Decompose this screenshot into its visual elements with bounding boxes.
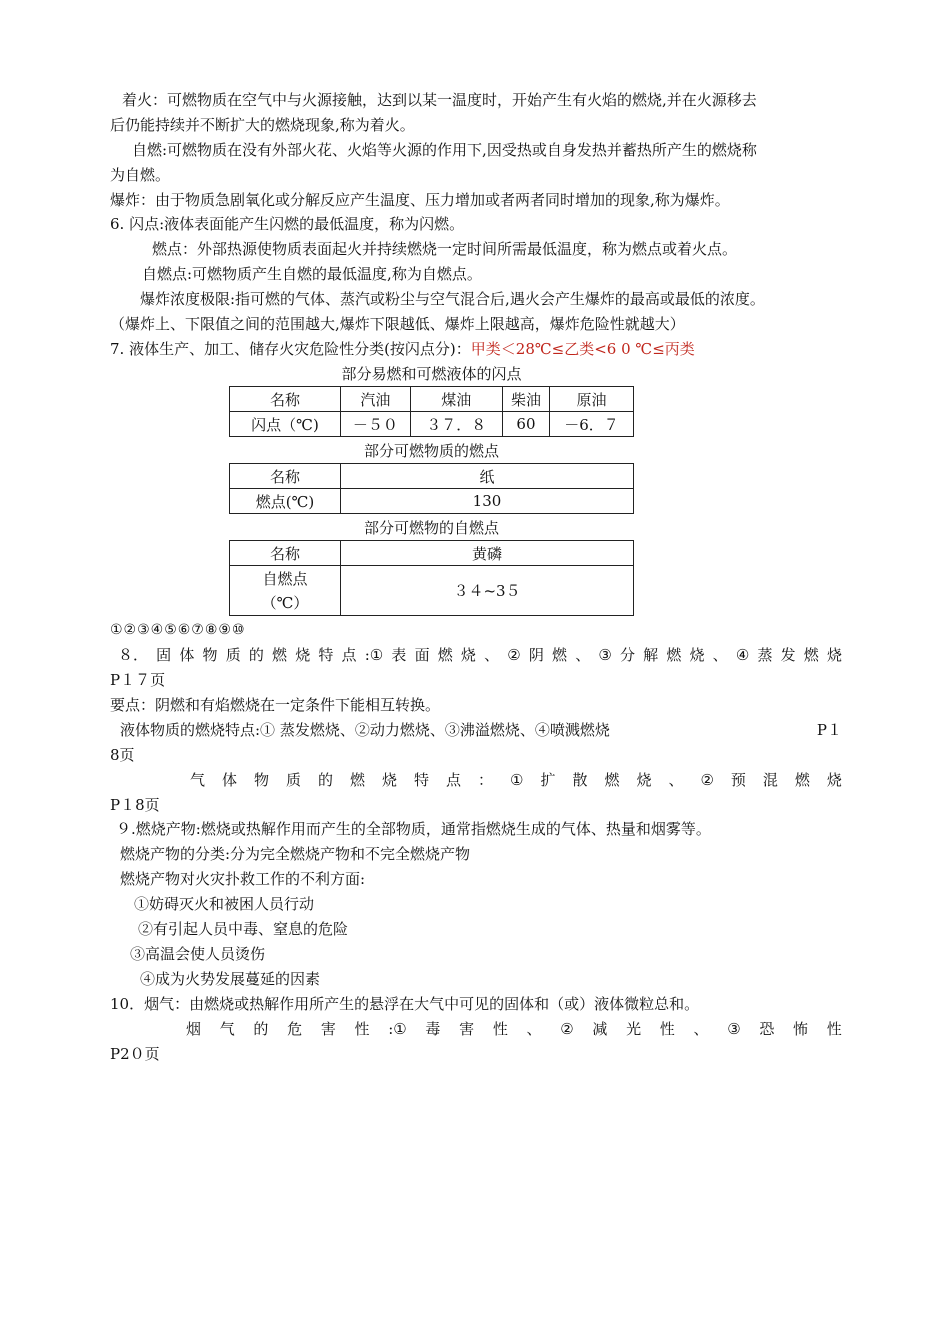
para-explosion-limit: 爆炸浓度极限:指可燃的气体、蒸汽或粉尘与空气混合后,遇火会产生爆炸的最高或最低的浓度。 <box>140 290 765 308</box>
item-10-hazard-char: 害 <box>459 1020 475 1038</box>
ignition-point-table <box>229 463 634 514</box>
item-10-hazard-char: ③ <box>727 1020 741 1038</box>
item-8-gas-char: 混 <box>762 771 778 789</box>
item-6-flash-point: 6. 闪点:液体表面能产生闪燃的最低温度，称为闪燃。 <box>110 215 465 233</box>
liquid-text: 液体物质的燃烧特点:① 蒸发燃烧、②动力燃烧、③沸溢燃烧、④喷溅燃烧 <box>120 721 610 739</box>
table-cell: ３７．８ <box>410 412 502 437</box>
item-8-solid-char: 烧 <box>460 646 476 664</box>
item-8-gas-char: 燃 <box>350 771 366 789</box>
item-8-solid-char: 面 <box>414 646 430 664</box>
item-8-solid-char: 蒸 <box>757 646 773 664</box>
item-8-solid <box>118 645 842 665</box>
item-8-gas-char: 烧 <box>636 771 652 789</box>
item-8-solid-char: 发 <box>780 646 796 664</box>
item-8-gas <box>190 770 842 790</box>
table-row <box>230 541 634 566</box>
item-9-classes: 燃烧产物的分类:分为完全燃烧产物和不完全燃烧产物 <box>120 845 471 863</box>
table-cell <box>230 566 341 616</box>
item-10-hazard-char: 恐 <box>759 1020 775 1038</box>
table-cell: 柴油 <box>502 387 549 412</box>
item-8-solid-char: 点 <box>341 646 357 664</box>
item-8-gas-char: 燃 <box>604 771 620 789</box>
item-10-hazard-char: 性 <box>659 1020 675 1038</box>
para-ziran-2: 为自燃。 <box>110 166 171 184</box>
item-10-hazard-char: 性 <box>826 1020 842 1038</box>
table-cell: 60 <box>502 412 549 437</box>
item-8-liquid-page-b: 8页 <box>110 746 135 764</box>
item-8-solid-char: 烧 <box>295 646 311 664</box>
item-10-hazard-char: 烟 <box>186 1020 202 1038</box>
table-row <box>230 566 634 616</box>
item-10-hazard-char: 光 <box>626 1020 642 1038</box>
item-8-gas-char: 质 <box>286 771 302 789</box>
item-8-gas-char: ： <box>478 771 494 789</box>
table-cell: 汽油 <box>341 387 411 412</box>
autoignition-table-caption: 部分可燃物的自燃点 <box>363 519 499 537</box>
item-10-hazard-char: 性 <box>354 1020 370 1038</box>
table-cell: 纸 <box>341 464 634 489</box>
table-cell: ３４~3５ <box>341 566 634 616</box>
item-8-gas-char: 的 <box>318 771 334 789</box>
item-7-classes: 甲类＜28℃≤乙类<6 0 ℃≤丙类 <box>470 340 695 358</box>
item-8-solid-char: 燃 <box>666 646 682 664</box>
table-cell: 黄磷 <box>341 541 634 566</box>
item-8-solid-char: 解 <box>643 646 659 664</box>
autoignition-label-line2: （℃） <box>261 593 309 612</box>
item-8-solid-char: 烧 <box>826 646 842 664</box>
ignition-table-caption: 部分可燃物质的燃点 <box>363 442 499 460</box>
item-9-harm-title: 燃烧产物对火灾扑救工作的不利方面: <box>120 870 366 888</box>
item-8-solid-char: 、 <box>575 646 591 664</box>
item-8-gas-char: 点 <box>446 771 462 789</box>
table-row <box>230 489 634 514</box>
item-8-gas-char: 体 <box>222 771 238 789</box>
table-cell: 名称 <box>230 387 341 412</box>
para-zhuohuo-1: 着火：可燃物质在空气中与火源接触，达到以某一温度时，开始产生有火焰的燃烧,并在火源移去 <box>122 91 757 109</box>
para-explosion-note: （爆炸上、下限值之间的范围越大,爆炸下限越低、爆炸上限越高，爆炸危险性就越大） <box>110 315 685 333</box>
item-8-solid-char: 表 <box>391 646 407 664</box>
item-8-gas-char: ② <box>700 771 714 789</box>
item-10-hazard-char: 、 <box>693 1020 709 1038</box>
item-8-solid-char: 固 <box>156 646 172 664</box>
item-8-solid-char: 烧 <box>689 646 705 664</box>
item-8-solid-char: ③ <box>598 646 612 664</box>
table-cell: 煤油 <box>410 387 502 412</box>
item-8-gas-char: 扩 <box>540 771 556 789</box>
item-8-gas-char: 、 <box>668 771 684 789</box>
table-cell: 闪点（℃) <box>230 412 341 437</box>
flash-table-caption: 部分易燃和可燃液体的闪点 <box>341 365 522 383</box>
circled-numbers: ①②③④⑤⑥⑦⑧⑨⑩ <box>110 622 246 638</box>
table-cell: －6．７ <box>549 412 633 437</box>
table-cell: 名称 <box>230 541 341 566</box>
item-8-gas-char: 特 <box>414 771 430 789</box>
item-7-text: 7. 液体生产、加工、储存火灾危险性分类(按闪点分)： <box>110 340 471 358</box>
item-9-harm-2: ②有引起人员中毒、窒息的危险 <box>138 920 349 938</box>
item-10-hazard-char: 气 <box>219 1020 235 1038</box>
item-8-solid-char: 的 <box>248 646 264 664</box>
item-8-solid-char: 体 <box>179 646 195 664</box>
item-10-hazard-char: ② <box>560 1020 574 1038</box>
item-10-hazards <box>186 1019 842 1039</box>
item-8-gas-char: 气 <box>190 771 206 789</box>
item-8-solid-char: 燃 <box>803 646 819 664</box>
para-randian: 燃点：外部热源使物质表面起火并持续燃烧一定时间所需最低温度，称为燃点或着火点。 <box>152 240 738 258</box>
item-8-solid-char: 阴 <box>528 646 544 664</box>
table-row <box>230 412 634 437</box>
item-10-hazard-char: 害 <box>320 1020 336 1038</box>
item-7 <box>110 339 842 359</box>
item-8-key-point: 要点：阴燃和有焰燃烧在一定条件下能相互转换。 <box>110 696 441 714</box>
item-10-page: P2０页 <box>110 1045 160 1063</box>
item-8-gas-char: 散 <box>572 771 588 789</box>
item-8-solid-char: 燃 <box>437 646 453 664</box>
item-8-solid-char: ② <box>507 646 521 664</box>
item-10-hazard-char: 危 <box>287 1020 303 1038</box>
item-8-solid-char: ８． <box>118 646 149 664</box>
table-row <box>230 464 634 489</box>
item-10-hazard-char: 性 <box>492 1020 508 1038</box>
para-zhuohuo-2: 后仍能持续并不断扩大的燃烧现象,称为着火。 <box>110 116 415 134</box>
autoignition-label-line1: 自燃点 <box>262 569 308 588</box>
item-8-solid-char: :① <box>364 646 384 664</box>
table-row <box>230 387 634 412</box>
item-10-hazard-char: 、 <box>526 1020 542 1038</box>
item-8-solid-char: 分 <box>619 646 635 664</box>
item-10-hazard-char: 怖 <box>793 1020 809 1038</box>
item-10-hazard-char: :① <box>388 1020 407 1038</box>
item-8-gas-page: P１8页 <box>110 796 160 814</box>
table-cell: 130 <box>341 489 634 514</box>
item-8-gas-char: 预 <box>730 771 746 789</box>
item-8-solid-char: 质 <box>225 646 241 664</box>
item-8-solid-char: 燃 <box>272 646 288 664</box>
liquid-page-a: P１ <box>816 721 842 739</box>
item-8-gas-char: 物 <box>254 771 270 789</box>
item-8-solid-char: 、 <box>712 646 728 664</box>
item-8-solid-char: 物 <box>202 646 218 664</box>
table-cell: 原油 <box>549 387 633 412</box>
flash-point-table <box>229 386 634 437</box>
item-9-harm-1: ①妨碍灭火和被困人员行动 <box>134 895 315 913</box>
item-9-def: ９.燃烧产物:燃烧或热解作用而产生的全部物质，通常指燃烧生成的气体、热量和烟雾等。 <box>116 820 711 838</box>
item-10-hazard-char: 减 <box>592 1020 608 1038</box>
table-cell: 名称 <box>230 464 341 489</box>
item-8-solid-char: 特 <box>318 646 334 664</box>
para-ziran-1: 自燃:可燃物质在没有外部火花、火焰等火源的作用下,因受热或自身发热并蓄热所产生的燃烧称 <box>132 141 757 159</box>
item-8-gas-char: 烧 <box>382 771 398 789</box>
para-ziran-point: 自燃点:可燃物质产生自燃的最低温度,称为自燃点。 <box>142 265 482 283</box>
item-8-gas-char: ① <box>510 771 524 789</box>
item-8-solid-char: 、 <box>484 646 500 664</box>
item-8-liquid <box>120 720 842 740</box>
table-cell: 燃点(℃) <box>230 489 341 514</box>
item-9-harm-4: ④成为火势发展蔓延的因素 <box>140 970 321 988</box>
table-cell: －５０ <box>341 412 411 437</box>
para-baozha: 爆炸：由于物质急剧氧化或分解反应产生温度、压力增加或者两者同时增加的现象,称为爆炸。 <box>110 191 730 209</box>
item-8-gas-char: 烧 <box>826 771 842 789</box>
item-8-solid-char: 燃 <box>552 646 568 664</box>
item-10-hazard-char: 毒 <box>425 1020 441 1038</box>
item-8-solid-char: ④ <box>735 646 750 664</box>
item-10-hazard-char: 的 <box>253 1020 269 1038</box>
item-9-harm-3: ③高温会使人员烫伤 <box>130 945 266 963</box>
item-8-solid-page: P１７页 <box>110 671 166 689</box>
item-8-gas-char: 燃 <box>794 771 810 789</box>
autoignition-point-table <box>229 540 634 616</box>
item-10-def: 10．烟气：由燃烧或热解作用所产生的悬浮在大气中可见的固体和（或）液体微粒总和。 <box>110 995 700 1013</box>
